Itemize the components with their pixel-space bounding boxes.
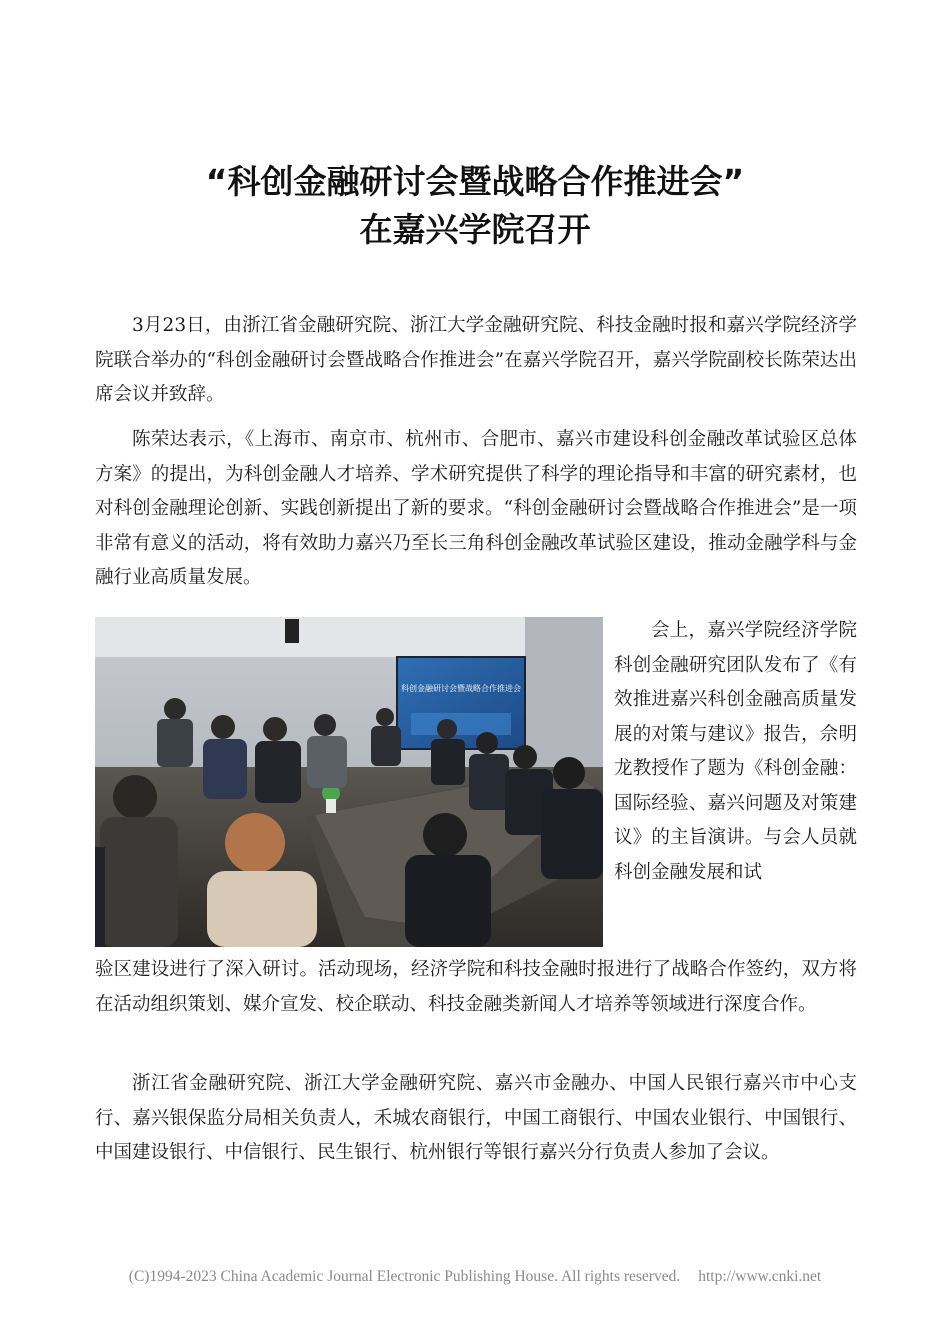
article-title — [0, 158, 950, 254]
paragraph-3-continued: 验区建设进行了深入研讨。活动现场，经济学院和科技金融时报进行了战略合作签约，双方将在活动组织策划、媒介宣发、校企联动、科技金融类新闻人才培养等领域进行深度合作。 — [95, 959, 857, 1015]
page-footer — [0, 1268, 950, 1286]
paragraph-2: 陈荣达表示，《上海市、南京市、杭州市、合肥市、嘉兴市建设科创金融改革试验区总体方案》的提出，为科创金融人才培养、学术研究提供了科学的理论指导和丰富的研究素材，也对科创金融理论创新、实践创新提出了新的要求。“科创金融研讨会暨战略合作推进会”是一项非常有意义的活动，将有效助力嘉兴乃至长三角科创金融改革试验区建设，推动金融学科与金融行业高质量发展。 — [95, 429, 857, 588]
paragraph-1: 3月23日，由浙江省金融研究院、浙江大学金融研究院、科技金融时报和嘉兴学院经济学院联合举办的“科创金融研讨会暨战略合作推进会”在嘉兴学院召开，嘉兴学院副校长陈荣达出席会议并致辞。 — [95, 315, 857, 405]
paragraph-3-wrapped — [614, 614, 857, 890]
meeting-photo — [95, 617, 603, 947]
screen-title: 科创金融研讨会暨战略合作推进会 — [401, 684, 521, 693]
paragraph-4: 浙江省金融研究院、浙江大学金融研究院、嘉兴市金融办、中国人民银行嘉兴市中心支行、嘉兴银保监分局相关负责人，禾城农商银行，中国工商银行、中国农业银行、中国银行、中国建设银行、中信银行、民生银行、杭州银行等银行嘉兴分行负责人参加了会议。 — [95, 1073, 857, 1163]
title-line-2: 在嘉兴学院召开 — [359, 210, 591, 249]
title-line-1: “科创金融研讨会暨战略合作推进会” — [205, 162, 745, 201]
copyright-text: (C)1994-2023 China Academic Journal Electronic Publishing House. All rights reserved. — [128, 1268, 681, 1285]
footer-url: http://www.cnki.net — [698, 1268, 822, 1285]
paragraph-3-text: 会上，嘉兴学院经济学院科创金融研究团队发布了《有效推进嘉兴科创金融高质量发展的对策与建议》报告，佘明龙教授作了题为《科创金融：国际经验、嘉兴问题及对策建议》的主旨演讲。与会人员就科创金融发展和试 — [614, 620, 857, 883]
